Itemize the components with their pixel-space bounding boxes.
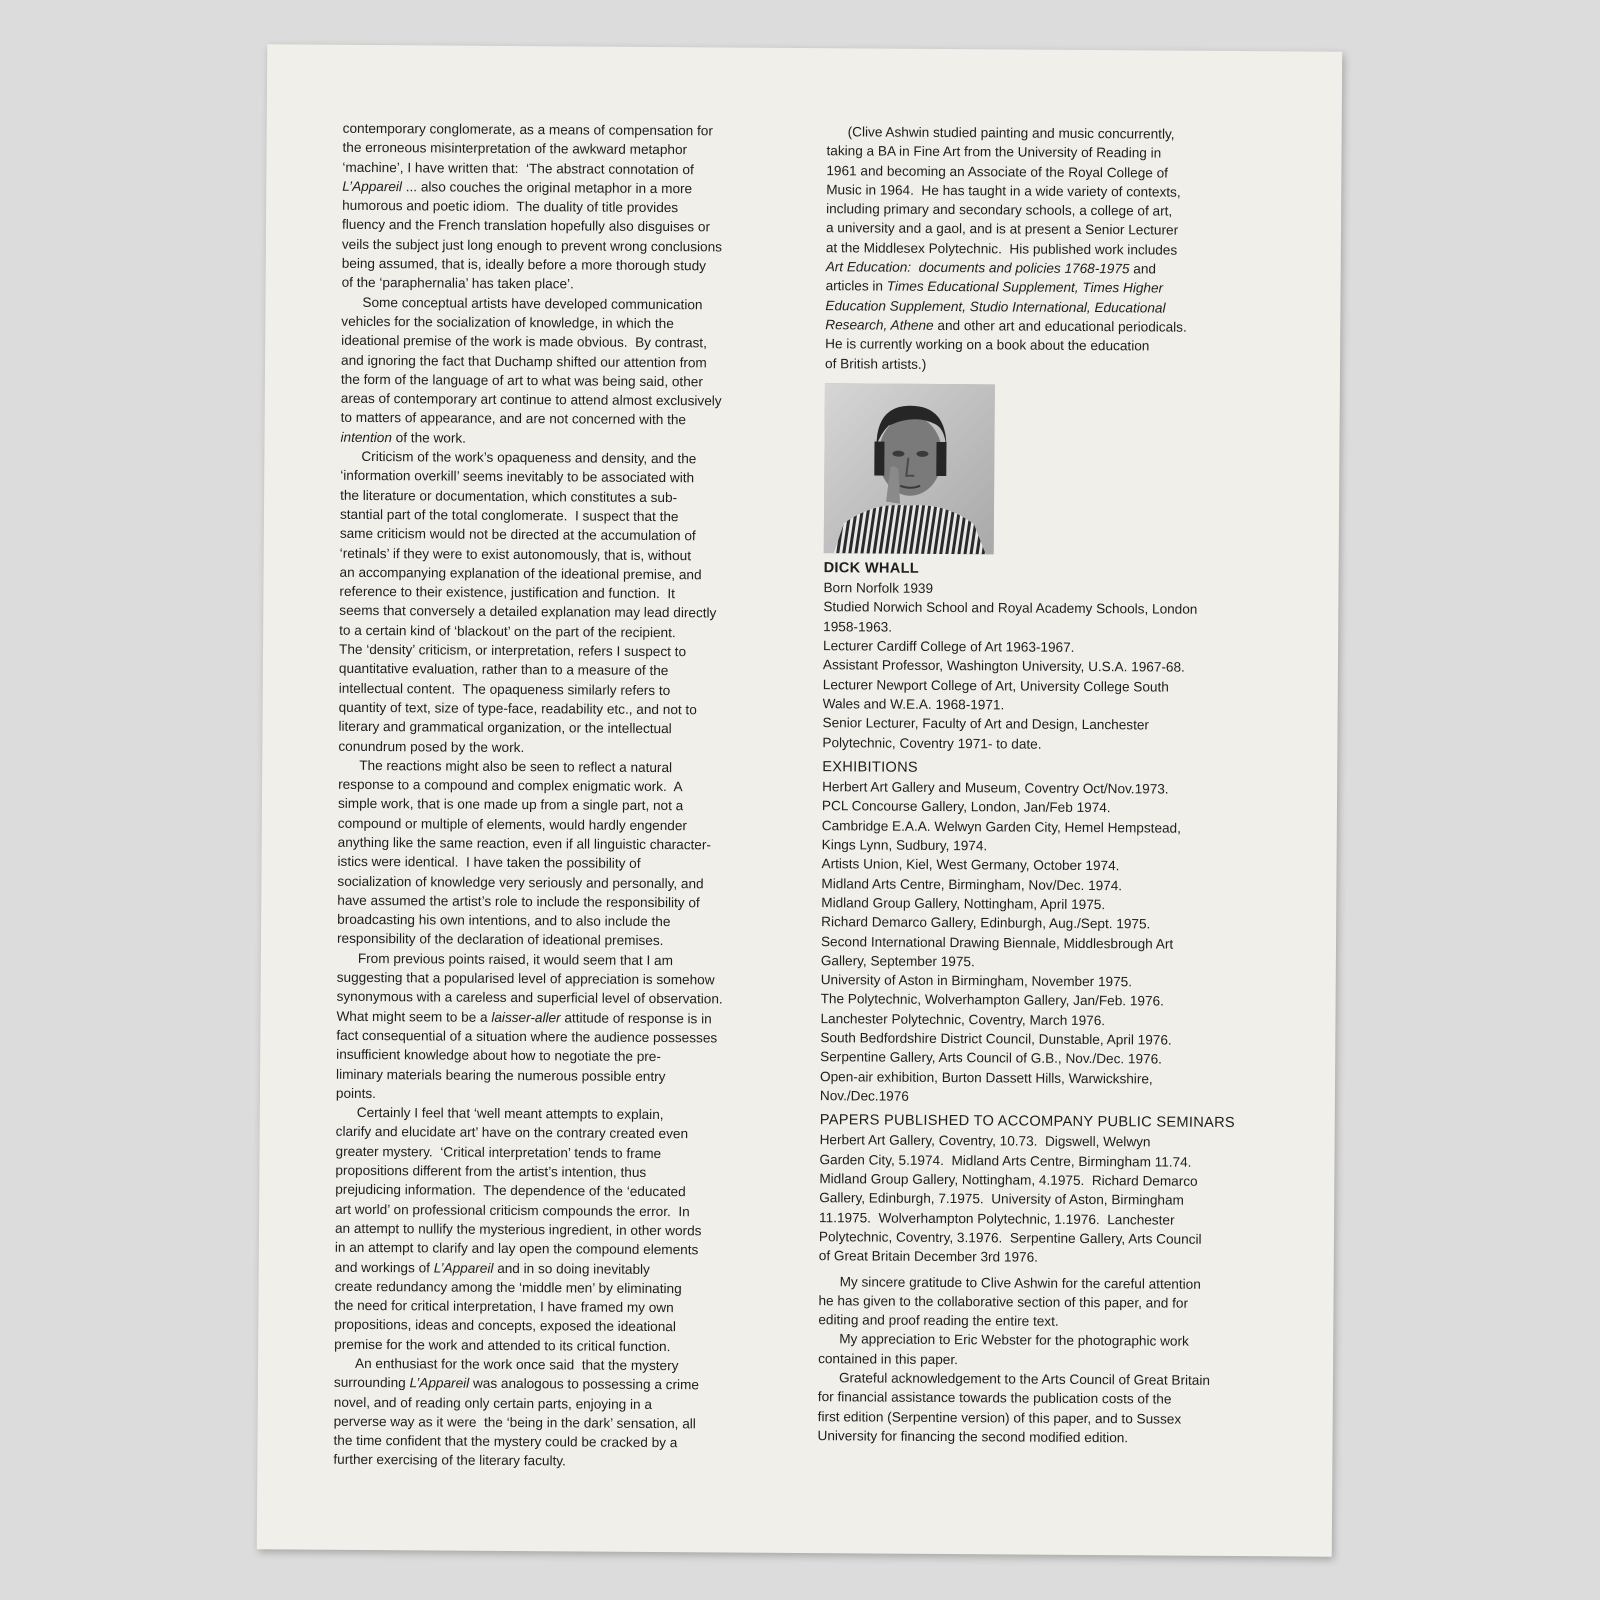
text-line: stantial part of the total conglomerate. I suspect that the	[339, 506, 679, 525]
text-line: surrounding L’Appareil was analogous to possessing a crime	[333, 1375, 699, 1393]
text-line: 1958-1963.	[823, 618, 893, 635]
text-line: Second International Drawing Biennale, Middlesbrough Art	[820, 933, 1174, 952]
text-line: Assistant Professor, Washington University, U.S.A. 1967-68.	[822, 657, 1185, 676]
text-line: Herbert Art Gallery, Coventry, 10.73. Digswell, Welwyn	[819, 1132, 1151, 1150]
text-line: Polytechnic, Coventry, 3.1976. Serpentine Gallery, Arts Council	[818, 1229, 1202, 1247]
text-line: points.	[335, 1085, 377, 1101]
text-line: Grateful acknowledgement to the Arts Council of Great Britain	[838, 1370, 1211, 1388]
text-line: 1961 and becoming an Associate of the Royal College of	[826, 162, 1169, 181]
text-line: University of Aston in Birmingham, November 1975.	[820, 972, 1133, 990]
text-line: the literature or documentation, which constitutes a sub-	[340, 487, 678, 505]
text-line: and workings of L’Appareil and in so doing inevitably	[334, 1259, 650, 1277]
text-line: anything like the same reaction, even if all linguistic character-	[337, 834, 712, 853]
text-line: being assumed, that is, ideally before a more thorough study	[341, 255, 707, 274]
text-line: Certainly I feel that ‘well meant attempts to explain,	[356, 1105, 664, 1123]
text-line: compound or multiple of elements, would hardly engender	[337, 815, 688, 833]
text-line: greater mystery. ‘Critical interpretation’ tends to frame	[335, 1143, 662, 1161]
text-line: Herbert Art Gallery and Museum, Coventry Oct/Nov.1973.	[822, 779, 1169, 797]
italic-text: L’Appareil	[433, 1259, 494, 1276]
text-line: prejudicing information. The dependence of the ‘educated	[335, 1182, 686, 1200]
text-line: for financial assistance towards the publication costs of the	[817, 1389, 1172, 1407]
text-line: literary and grammatical organization, or the intellectual	[338, 718, 672, 737]
text-line: Richard Demarco Gallery, Edinburgh, Aug./Sept. 1975.	[821, 914, 1151, 932]
text-line: the time confident that the mystery could be cracked by a	[333, 1432, 678, 1451]
papers-list	[819, 1131, 1300, 1269]
artist-name-heading: DICK WHALL	[823, 560, 920, 577]
text-line: An enthusiast for the work once said that the mystery	[355, 1355, 679, 1374]
text-line: the erroneous misinterpretation of the awkward metaphor	[342, 140, 688, 158]
text-line: propositions different from the artist’s intention, thus	[335, 1162, 647, 1180]
text-line: a university and a gaol, and is at present a Senior Lecturer	[825, 220, 1179, 239]
text-line: Polytechnic, Coventry 1971- to date.	[822, 734, 1042, 752]
text-line: to a certain kind of ‘blackout’ on the part of the recipient.	[339, 622, 676, 640]
bio-note	[825, 122, 1307, 376]
text-line: art world’ on professional criticism compounds the error. In	[335, 1201, 690, 1219]
text-line: including primary and secondary schools, a college of art,	[826, 201, 1173, 219]
text-line: an accompanying explanation of the ideational premise, and	[339, 564, 702, 583]
text-line: novel, and of reading only certain parts, enjoying in a	[333, 1394, 652, 1412]
text-line: taking a BA in Fine Art from the University of Reading in	[826, 143, 1162, 161]
text-line: South Bedfordshire District Council, Dunstable, April 1976.	[820, 1030, 1172, 1048]
text-line: Gallery, Edinburgh, 7.1975. University of Aston, Birmingham	[819, 1190, 1184, 1209]
text-line: Criticism of the work’s opaqueness and density, and the	[361, 448, 697, 467]
text-line: Open-air exhibition, Burton Dassett Hills, Warwickshire,	[820, 1068, 1153, 1087]
text-line: areas of contemporary art continue to attend almost exclusively	[340, 390, 722, 409]
text-line: and ignoring the fact that Duchamp shifted our attention from	[341, 352, 707, 370]
text-line: intellectual content. The opaqueness similarly refers to	[338, 680, 671, 698]
text-line: premise for the work and attended to its critical function.	[334, 1336, 671, 1354]
text-line: istics were identical. I have taken the possibility of	[337, 854, 641, 872]
text-line: reference to their existence, justification and function. It	[339, 583, 675, 602]
text-line: the need for critical interpretation, I have framed my own	[334, 1297, 674, 1316]
text-line: He is currently working on a book about the education	[825, 336, 1150, 354]
acknowledgement-paragraph	[818, 1272, 1298, 1333]
text-line: editing and proof reading the entire text.	[818, 1312, 1059, 1329]
acknowledgement-paragraph	[818, 1330, 1298, 1372]
text-line: Midland Arts Centre, Birmingham, Nov/Dec. 1974.	[821, 875, 1123, 893]
text-line: ideational premise of the work is made obvious. By contrast,	[341, 333, 707, 351]
text-line: Studied Norwich School and Royal Academy Schools, London	[823, 599, 1198, 618]
text-line: Lanchester Polytechnic, Coventry, March 1976.	[820, 1010, 1106, 1028]
text-line: ‘machine’, I have written that: ‘The abstract connotation of	[342, 159, 694, 177]
exhibitions-list	[820, 777, 1302, 1108]
text-line: Garden City, 5.1974. Midland Arts Centre, Birmingham 11.74.	[819, 1151, 1192, 1170]
text-line: The reactions might also be seen to reflect a natural	[359, 757, 673, 775]
text-line: suggesting that a popularised level of appreciation is somehow	[336, 969, 715, 988]
text-line: Born Norfolk 1939	[823, 580, 934, 597]
italic-text: L’Appareil	[409, 1375, 470, 1392]
text-line: conundrum posed by the work.	[338, 738, 525, 755]
text-line: seems that conversely a detailed explanation may lead directly	[339, 603, 717, 621]
text-line: Artists Union, Kiel, West Germany, October 1974.	[821, 856, 1120, 874]
text-line: 11.1975. Wolverhampton Polytechnic, 1.1976. Lanchester	[819, 1209, 1175, 1228]
paragraph	[334, 1103, 796, 1357]
text-line: the form of the language of art to what was being said, other	[340, 371, 703, 390]
text-line: have assumed the artist’s role to include the responsibility of	[337, 892, 700, 911]
text-line: of British artists.)	[825, 355, 927, 372]
text-line: What might seem to be a laisser-aller attitude of response is in	[336, 1008, 712, 1027]
italic-text: intention	[340, 429, 392, 445]
text-line: an attempt to nullify the mysterious ingredient, in other words	[334, 1220, 702, 1239]
text-line: vehicles for the socialization of knowledge, in which the	[341, 313, 674, 332]
paragraph	[336, 949, 797, 1107]
text-line: The ‘density’ criticism, or interpretation, refers I suspect to	[338, 641, 687, 660]
text-line: Nov./Dec.1976	[819, 1088, 909, 1104]
exhibitions-heading: EXHIBITIONS	[822, 758, 919, 776]
text-line: Some conceptual artists have developed communication	[362, 294, 703, 312]
text-line: Research, Athene and other art and educational periodicals.	[825, 317, 1187, 335]
artist-portrait-photo	[824, 383, 995, 554]
paragraph	[337, 756, 798, 952]
text-line: at the Middlesex Polytechnic. His published work includes	[825, 239, 1178, 258]
text-line: My appreciation to Eric Webster for the photographic work	[839, 1331, 1189, 1350]
artist-info	[822, 578, 1303, 755]
text-line: create redundancy among the ‘middle men’ by eliminating	[334, 1278, 682, 1297]
text-line: My sincere gratitude to Clive Ashwin for the careful attention	[839, 1273, 1201, 1292]
paragraph	[342, 119, 803, 296]
text-line: humorous and poetic idiom. The duality of title provides	[342, 197, 679, 216]
text-line: The Polytechnic, Wolverhampton Gallery, Jan/Feb. 1976.	[820, 991, 1164, 1009]
text-line: socialization of knowledge very seriously and personally, and	[337, 873, 704, 891]
text-line: broadcasting his own intentions, and to also include the	[337, 911, 671, 930]
text-line: ‘retinals’ if they were to exist autonomously, that is, without	[339, 545, 692, 563]
text-line: ‘information overkill’ seems inevitably to be associated with	[340, 468, 695, 486]
italic-text: Times Educational Supplement, Times Higher	[886, 278, 1164, 296]
text-line: Midland Group Gallery, Nottingham, April 1975.	[821, 895, 1106, 913]
text-line: response to a compound and complex enigmatic work. A	[338, 776, 683, 795]
text-line: contained in this paper.	[818, 1350, 958, 1367]
paragraph	[333, 1354, 794, 1473]
text-line: clarify and elucidate art’ have on the contrary created even	[335, 1124, 689, 1142]
text-line: Lecturer Newport College of Art, University College South	[822, 676, 1169, 695]
text-line: PCL Concourse Gallery, London, Jan/Feb 1974.	[821, 798, 1111, 816]
text-line: Lecturer Cardiff College of Art 1963-1967.	[823, 638, 1075, 655]
text-line: in an attempt to clarify and lay open the compound elements	[334, 1239, 699, 1258]
text-line: Midland Group Gallery, Nottingham, 4.1975. Richard Demarco	[819, 1171, 1198, 1189]
text-line: of the ‘paraphernalia’ has taken place’.	[341, 275, 574, 292]
text-line: articles in Times Educational Supplement, Times Higher	[825, 278, 1164, 296]
text-line: Cambridge E.A.A. Welwyn Garden City, Hemel Hempstead,	[821, 817, 1181, 836]
text-line: Music in 1964. He has taught in a wide variety of contexts,	[826, 182, 1181, 200]
text-line: perverse way as it were the ‘being in the dark’ sensation, all	[333, 1413, 696, 1432]
text-line: contemporary conglomerate, as a means of compensation for	[342, 120, 713, 139]
text-line: synonymous with a careless and superficial level of observation.	[336, 989, 723, 1007]
text-line: of Great Britain December 3rd 1976.	[818, 1248, 1038, 1265]
italic-text: laisser-aller	[491, 1009, 561, 1025]
left-column	[333, 119, 802, 1473]
text-line: (Clive Ashwin studied painting and music concurrently,	[847, 124, 1175, 142]
text-line: From previous points raised, it would seem that I am	[357, 950, 673, 968]
text-line: responsibility of the declaration of ideational premises.	[336, 931, 664, 949]
text-line: propositions, ideas and concepts, exposed the ideational	[334, 1317, 676, 1335]
text-line: same criticism would not be directed at the accumulation of	[339, 526, 696, 544]
right-column	[817, 122, 1306, 1449]
text-line: he has given to the collaborative section of this paper, and for	[818, 1292, 1189, 1311]
portrait-image	[824, 383, 995, 554]
text-line: Kings Lynn, Sudbury, 1974.	[821, 837, 988, 854]
text-line: Senior Lecturer, Faculty of Art and Design, Lanchester	[822, 715, 1150, 733]
italic-text: L’Appareil	[342, 178, 403, 195]
acknowledgement-paragraph	[817, 1368, 1298, 1449]
text-line: quantity of text, size of type-face, readability etc., and not to	[338, 699, 697, 718]
text-line: first edition (Serpentine version) of this paper, and to Sussex	[817, 1408, 1182, 1427]
text-line: fluency and the French translation hopefully also disguises or	[341, 217, 711, 235]
text-line: fact consequential of a situation where the audience possesses	[336, 1027, 718, 1046]
text-line: Art Education: documents and policies 1768-1975 and	[825, 259, 1157, 277]
text-line: Wales and W.E.A. 1968-1971.	[822, 696, 1005, 713]
text-line: quantitative evaluation, rather than to a measure of the	[338, 661, 669, 679]
italic-text: Research, Athene	[825, 317, 934, 333]
text-line: L’Appareil ... also couches the original metaphor in a more	[342, 178, 693, 197]
italic-text: Education Supplement, Studio International, Educational	[825, 297, 1166, 316]
text-line: Gallery, September 1975.	[820, 952, 975, 970]
papers-heading: PAPERS PUBLISHED TO ACCOMPANY PUBLIC SEMINARS	[819, 1112, 1236, 1132]
document-page	[257, 44, 1342, 1556]
text-line: further exercising of the literary faculty.	[333, 1452, 566, 1469]
paragraph	[340, 292, 801, 450]
text-line: Serpentine Gallery, Arts Council of G.B., Nov./Dec. 1976.	[820, 1049, 1163, 1067]
text-line: simple work, that is one made up from a single part, not a	[337, 796, 684, 814]
text-line: intention of the work.	[340, 429, 467, 446]
text-line: insufficient knowledge about how to negotiate the pre-	[336, 1047, 661, 1065]
text-line: to matters of appearance, and are not concerned with the	[340, 410, 687, 428]
text-line: University for financing the second modified edition.	[817, 1428, 1129, 1446]
text-line: veils the subject just long enough to prevent wrong conclusions	[341, 236, 723, 255]
paragraph	[338, 447, 800, 759]
text-line: liminary materials bearing the numerous possible entry	[336, 1066, 666, 1084]
italic-text: Art Education: documents and policies 1768-1975	[825, 259, 1130, 277]
